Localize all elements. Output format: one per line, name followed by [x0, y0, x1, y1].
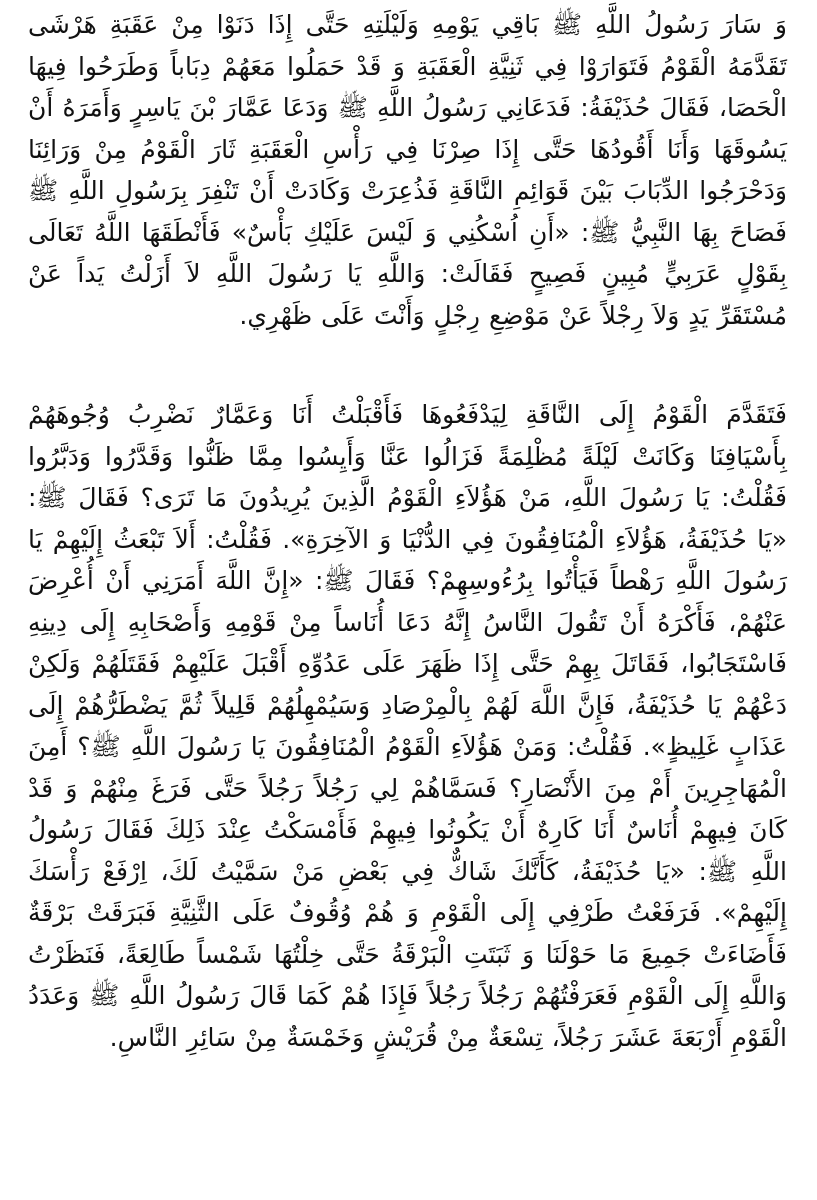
paragraph-1: وَ سَارَ رَسُولُ اللَّهِ ﷺ بَاقِي يَوْمِهِ وَلَيْلَتِهِ حَتَّى إِذَا دَنَوْا مِنْ عَقَبَةِ هَرْشَى تَقَدَّمَهُ الْقَوْمُ فَتَوَارَوْا فِي ثَنِيَّةِ الْعَقَبَةِ وَ قَدْ حَمَلُوا مَعَهُمْ دِبَاباً وَطَرَحُوا فِيهَا الْحَصَا، فَقَالَ حُذَيْفَةُ: فَدَعَانِي رَسُولُ اللَّهِ ﷺ وَدَعَا عَمَّارَ بْنَ يَاسِرٍ وَأَمَرَهُ أَنْ يَسُوقَهَا وَأَنَا أَقُودُهَا حَتَّى إِذَا صِرْنَا فِي رَأْسِ الْعَقَبَةِ ثَارَ الْقَوْمُ مِنْ وَرَائِنَا وَدَحْرَجُوا الدِّبَابَ بَيْنَ قَوَائِمِ النَّاقَةِ فَذُعِرَتْ وَكَادَتْ أَنْ تَنْفِرَ بِرَسُولِ اللَّهِ ﷺ فَصَاحَ بِهَا النَّبِيُّ ﷺ: «أَنِ اُسْكُنِي وَ لَيْسَ عَلَيْكِ بَأْسٌ» فَأَنْطَقَهَا اللَّهُ تَعَالَى بِقَوْلٍ عَرَبِيٍّ مُبِينٍ فَصِيحٍ فَقَالَتْ: وَاللَّهِ يَا رَسُولَ اللَّهِ لاَ أَزَلْتُ يَداً عَنْ مُسْتَقَرِّ يَدٍ وَلاَ رِجْلاً عَنْ مَوْضِعِ رِجْلٍ وَأَنْتَ عَلَى ظَهْرِي. [28, 10, 787, 330]
paragraph-spacer [28, 336, 787, 394]
paragraph-2: فَتَقَدَّمَ الْقَوْمُ إِلَى النَّاقَةِ لِيَدْفَعُوهَا فَأَقْبَلْتُ أَنَا وَعَمَّارٌ نَضْرِبُ وُجُوهَهُمْ بِأَسْيَافِنَا وَكَانَتْ لَيْلَةً مُظْلِمَةً فَزَالُوا عَنَّا وَأَيِسُوا مِمَّا ظَنُّوا وَقَدَّرُوا وَدَبَّرُوا فَقُلْتُ: يَا رَسُولَ اللَّهِ، مَنْ هَؤُلاَءِ الْقَوْمُ الَّذِينَ يُرِيدُونَ مَا تَرَى؟ فَقَالَ ﷺ: «يَا حُذَيْفَةُ، هَؤُلاَءِ الْمُنَافِقُونَ فِي الدُّنْيَا وَ الآخِرَةِ». فَقُلْتُ: أَلاَ تَبْعَثُ إِلَيْهِمْ يَا رَسُولَ اللَّهِ رَهْطاً فَيَأْتُوا بِرُءُوسِهِمْ؟ فَقَالَ ﷺ: «إِنَّ اللَّهَ أَمَرَنِي أَنْ أُعْرِضَ عَنْهُمْ، فَأَكْرَهُ أَنْ تَقُولَ النَّاسُ إِنَّهُ دَعَا أُنَاساً مِنْ قَوْمِهِ وَأَصْحَابِهِ إِلَى دِينِهِ فَاسْتَجَابُوا، فَقَاتَلَ بِهِمْ حَتَّى إِذَا ظَهَرَ عَلَى عَدُوِّهِ أَقْبَلَ عَلَيْهِمْ فَقَتَلَهُمْ وَلَكِنْ دَعْهُمْ يَا حُذَيْفَةُ، فَإِنَّ اللَّهَ لَهُمْ بِالْمِرْصَادِ وَسَيُمْهِلُهُمْ قَلِيلاً ثُمَّ يَضْطَرُّهُمْ إِلَى عَذَابٍ غَلِيظٍ». فَقُلْتُ: وَمَنْ هَؤُلاَءِ الْقَوْمُ الْمُنَافِقُونَ يَا رَسُولَ اللَّهِ ﷺ؟ أَمِنَ الْمُهَاجِرِينَ أَمْ مِنَ الأَنْصَارِ؟ فَسَمَّاهُمْ لِي رَجُلاً رَجُلاً حَتَّى فَرَغَ مِنْهُمْ وَ قَدْ كَانَ فِيهِمْ أُنَاسٌ أَنَا كَارِهٌ أَنْ يَكُونُوا فِيهِمْ فَأَمْسَكْتُ عِنْدَ ذَلِكَ فَقَالَ رَسُولُ اللَّهِ ﷺ: «يَا حُذَيْفَةُ، كَأَنَّكَ شَاكٌّ فِي بَعْضِ مَنْ سَمَّيْتُ لَكَ، اِرْفَعْ رَأْسَكَ إِلَيْهِمْ». فَرَفَعْتُ طَرْفِي إِلَى الْقَوْمِ وَ هُمْ وُقُوفٌ عَلَى الثَّنِيَّةِ فَبَرَقَتْ بَرْقَةٌ فَأَضَاءَتْ جَمِيعَ مَا حَوْلَنَا وَ ثَبَتَتِ الْبَرْقَةُ حَتَّى خِلْتُهَا شَمْساً طَالِعَةً، فَنَظَرْتُ وَاللَّهِ إِلَى الْقَوْمِ فَعَرَفْتُهُمْ رَجُلاً رَجُلاً فَإِذَا هُمْ كَمَا قَالَ رَسُولُ اللَّهِ ﷺ وَعَدَدُ الْقَوْمِ أَرْبَعَةَ عَشَرَ رَجُلاً، تِسْعَةٌ مِنْ قُرَيْشٍ وَخَمْسَةٌ مِنْ سَائِرِ النَّاسِ. [28, 400, 787, 1052]
